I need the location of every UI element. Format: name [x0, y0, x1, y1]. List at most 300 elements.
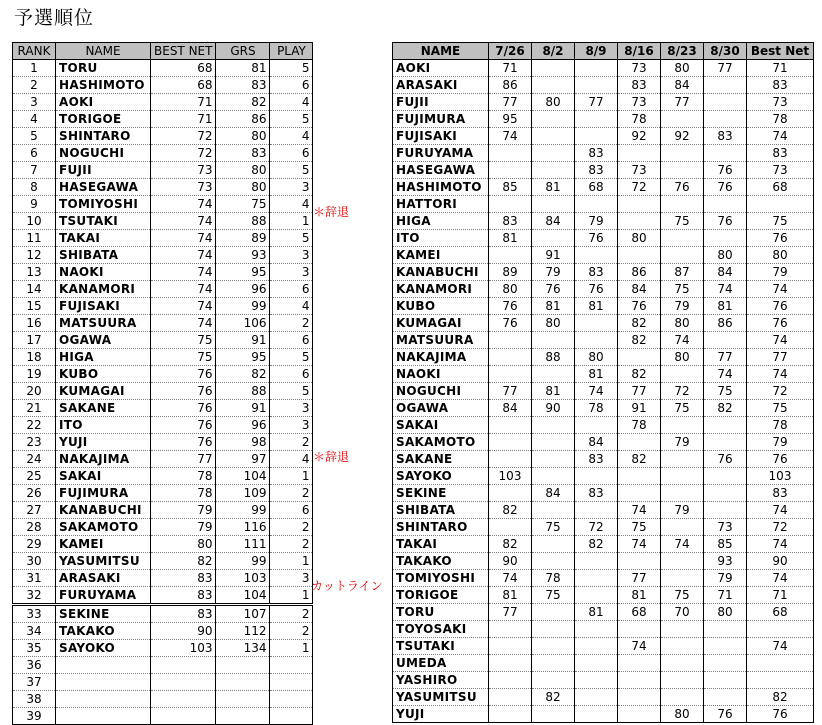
ranking-header-row [13, 43, 313, 60]
round-score-cell [489, 655, 532, 672]
scores-header-row [393, 43, 814, 60]
ranking-row [13, 485, 313, 502]
name-cell: TORU [56, 60, 151, 77]
score-row [393, 434, 814, 451]
round-score-cell: 76 [661, 179, 704, 196]
grs-cell [216, 691, 270, 708]
round-score-cell: 77 [661, 94, 704, 111]
round-score-cell: 79 [661, 434, 704, 451]
ranking-row [13, 366, 313, 383]
round-score-cell: 83 [575, 264, 618, 281]
round-score-cell: 76 [704, 451, 747, 468]
rank-cell: 13 [13, 264, 56, 281]
round-score-cell [661, 689, 704, 706]
best-net-cell: 72 [151, 145, 216, 162]
play-cell: 5 [270, 111, 313, 128]
grs-header: GRS [216, 43, 270, 60]
ranking-row [13, 60, 313, 77]
round-score-cell [575, 315, 618, 332]
rank-cell: 4 [13, 111, 56, 128]
round-score-cell [704, 502, 747, 519]
grs-cell: 96 [216, 417, 270, 434]
round-score-cell: 77 [704, 349, 747, 366]
play-cell: 2 [270, 605, 313, 623]
round-score-cell [532, 553, 575, 570]
grs-cell: 80 [216, 128, 270, 145]
score-row [393, 366, 814, 383]
ranking-row [13, 196, 313, 213]
score-row [393, 315, 814, 332]
play-cell: 5 [270, 230, 313, 247]
round-score-cell: 74 [704, 281, 747, 298]
rank-cell: 16 [13, 315, 56, 332]
ranking-row [13, 674, 313, 691]
round-score-cell [618, 434, 661, 451]
round-score-cell: 76 [575, 230, 618, 247]
name-cell: FUJII [56, 162, 151, 179]
rank-cell: 3 [13, 94, 56, 111]
ranking-row [13, 111, 313, 128]
grs-cell: 80 [216, 179, 270, 196]
player-name-cell: NAKAJIMA [393, 349, 489, 366]
round-score-cell: 84 [489, 400, 532, 417]
round-score-cell: 74 [661, 332, 704, 349]
grs-cell: 91 [216, 400, 270, 417]
ranking-row [13, 332, 313, 349]
best-net-cell: 76 [747, 706, 814, 723]
ranking-row [13, 587, 313, 605]
player-name-cell: FUJII [393, 94, 489, 111]
grs-cell: 93 [216, 247, 270, 264]
ranking-row [13, 77, 313, 94]
score-row [393, 349, 814, 366]
score-row [393, 128, 814, 145]
round-score-cell [575, 502, 618, 519]
play-cell: 6 [270, 502, 313, 519]
round-score-cell [661, 247, 704, 264]
round-score-cell: 76 [618, 298, 661, 315]
rank-cell: 38 [13, 691, 56, 708]
grs-cell: 104 [216, 468, 270, 485]
grs-cell: 134 [216, 640, 270, 657]
round-score-cell: 80 [661, 60, 704, 77]
grs-cell: 99 [216, 553, 270, 570]
name-cell: HASEGAWA [56, 179, 151, 196]
grs-cell: 112 [216, 623, 270, 640]
player-name-cell: NAOKI [393, 366, 489, 383]
round-score-cell [618, 655, 661, 672]
rank-cell: 18 [13, 349, 56, 366]
round-score-cell: 72 [661, 383, 704, 400]
player-name-cell: TAKAKO [393, 553, 489, 570]
name-cell: KAMEI [56, 536, 151, 553]
round-score-cell [704, 655, 747, 672]
round-score-cell [532, 638, 575, 655]
score-col-header: 8/16 [618, 43, 661, 60]
round-score-cell: 90 [489, 553, 532, 570]
player-name-cell: HIGA [393, 213, 489, 230]
player-name-cell: KUMAGAI [393, 315, 489, 332]
player-name-cell: TOYOSAKI [393, 621, 489, 638]
round-score-cell [489, 706, 532, 723]
play-cell: 3 [270, 179, 313, 196]
rank-header: RANK [13, 43, 56, 60]
player-name-cell: SHINTARO [393, 519, 489, 536]
round-score-cell: 82 [618, 315, 661, 332]
round-score-cell [704, 672, 747, 689]
best-net-cell: 76 [747, 298, 814, 315]
best-net-cell: 78 [747, 111, 814, 128]
score-row [393, 247, 814, 264]
round-score-cell [489, 247, 532, 264]
round-score-cell: 91 [618, 400, 661, 417]
page-title: 予選順位 [14, 7, 95, 29]
name-cell: YUJI [56, 434, 151, 451]
score-row [393, 587, 814, 604]
score-row [393, 179, 814, 196]
grs-cell: 104 [216, 587, 270, 605]
round-score-cell [661, 451, 704, 468]
ranking-row [13, 94, 313, 111]
grs-cell: 99 [216, 502, 270, 519]
grs-cell [216, 708, 270, 725]
player-name-cell: TORU [393, 604, 489, 621]
round-score-cell: 76 [704, 706, 747, 723]
withdrawn-note-tsutaki: ＊辞退 [313, 205, 350, 219]
ranking-row [13, 623, 313, 640]
play-header: PLAY [270, 43, 313, 60]
round-score-cell: 79 [661, 298, 704, 315]
play-cell: 6 [270, 332, 313, 349]
round-score-cell: 77 [489, 604, 532, 621]
rank-cell: 20 [13, 383, 56, 400]
round-score-cell: 90 [532, 400, 575, 417]
round-score-cell [532, 502, 575, 519]
ranking-row [13, 691, 313, 708]
best-net-cell: 74 [151, 230, 216, 247]
score-row [393, 570, 814, 587]
rank-cell: 1 [13, 60, 56, 77]
round-score-cell: 92 [661, 128, 704, 145]
round-score-cell [532, 77, 575, 94]
rank-cell: 23 [13, 434, 56, 451]
player-name-cell: FURUYAMA [393, 145, 489, 162]
round-score-cell [704, 485, 747, 502]
round-score-cell [489, 366, 532, 383]
ranking-row [13, 570, 313, 587]
best-net-cell: 76 [747, 451, 814, 468]
play-cell: 3 [270, 247, 313, 264]
rank-cell: 31 [13, 570, 56, 587]
round-score-cell [661, 162, 704, 179]
score-row [393, 689, 814, 706]
name-cell: HASHIMOTO [56, 77, 151, 94]
score-row [393, 400, 814, 417]
round-score-cell [532, 332, 575, 349]
round-score-cell [704, 111, 747, 128]
round-score-cell: 82 [618, 451, 661, 468]
round-score-cell [618, 213, 661, 230]
round-score-cell [618, 689, 661, 706]
round-score-cell: 80 [618, 230, 661, 247]
rank-cell: 27 [13, 502, 56, 519]
score-row [393, 502, 814, 519]
name-cell: YASUMITSU [56, 553, 151, 570]
name-cell: ITO [56, 417, 151, 434]
best-net-cell: 74 [151, 247, 216, 264]
player-name-cell: TAKAI [393, 536, 489, 553]
best-net-cell: 68 [151, 77, 216, 94]
name-cell: TAKAKO [56, 623, 151, 640]
round-score-cell: 82 [489, 536, 532, 553]
round-score-cell [618, 468, 661, 485]
best-net-cell: 82 [747, 689, 814, 706]
round-score-cell: 74 [618, 536, 661, 553]
round-score-cell [575, 332, 618, 349]
grs-cell [216, 674, 270, 691]
grs-cell: 111 [216, 536, 270, 553]
grs-cell: 106 [216, 315, 270, 332]
round-score-cell: 82 [575, 536, 618, 553]
grs-cell [216, 657, 270, 674]
round-score-cell [575, 111, 618, 128]
round-score-cell: 93 [704, 553, 747, 570]
round-score-cell: 76 [704, 162, 747, 179]
ranking-row [13, 708, 313, 725]
rank-cell: 37 [13, 674, 56, 691]
grs-cell: 88 [216, 213, 270, 230]
player-name-cell: FUJISAKI [393, 128, 489, 145]
round-score-cell: 82 [618, 366, 661, 383]
best-net-cell: 82 [151, 553, 216, 570]
rank-cell: 36 [13, 657, 56, 674]
best-net-cell: 76 [151, 434, 216, 451]
best-net-cell: 83 [151, 587, 216, 605]
best-net-cell: 72 [151, 128, 216, 145]
best-net-cell: 103 [151, 640, 216, 657]
round-score-cell: 80 [704, 604, 747, 621]
round-score-cell [489, 689, 532, 706]
round-score-cell: 71 [489, 60, 532, 77]
round-score-cell [532, 162, 575, 179]
best-net-cell: 78 [151, 485, 216, 502]
best-net-cell: 74 [747, 332, 814, 349]
round-score-cell [575, 128, 618, 145]
play-cell: 5 [270, 162, 313, 179]
rank-cell: 6 [13, 145, 56, 162]
player-name-cell: SEKINE [393, 485, 489, 502]
round-score-cell: 83 [489, 213, 532, 230]
round-score-cell: 95 [489, 111, 532, 128]
grs-cell: 98 [216, 434, 270, 451]
play-cell [270, 657, 313, 674]
round-score-cell [661, 655, 704, 672]
round-score-cell [575, 587, 618, 604]
round-score-cell [704, 196, 747, 213]
score-col-header: 8/2 [532, 43, 575, 60]
round-score-cell: 73 [618, 94, 661, 111]
round-score-cell [661, 485, 704, 502]
round-score-cell: 72 [618, 179, 661, 196]
round-score-cell: 78 [575, 400, 618, 417]
best-net-cell [151, 708, 216, 725]
rank-cell: 15 [13, 298, 56, 315]
player-name-cell: KANAMORI [393, 281, 489, 298]
ranking-row [13, 553, 313, 570]
best-net-cell: 71 [151, 94, 216, 111]
score-col-header: 7/26 [489, 43, 532, 60]
round-score-cell [489, 434, 532, 451]
round-score-cell [575, 638, 618, 655]
rank-cell: 30 [13, 553, 56, 570]
rank-cell: 8 [13, 179, 56, 196]
round-score-cell: 74 [575, 383, 618, 400]
best-net-cell: 80 [747, 247, 814, 264]
play-cell: 2 [270, 536, 313, 553]
score-col-header: 8/9 [575, 43, 618, 60]
play-cell: 2 [270, 623, 313, 640]
round-score-cell: 74 [661, 536, 704, 553]
round-score-cell [618, 145, 661, 162]
round-score-cell [661, 638, 704, 655]
round-score-cell [489, 196, 532, 213]
round-score-cell: 84 [704, 264, 747, 281]
round-score-cell: 82 [704, 400, 747, 417]
round-score-cell: 79 [704, 570, 747, 587]
grs-cell: 95 [216, 349, 270, 366]
ranking-row [13, 400, 313, 417]
round-score-cell: 85 [704, 536, 747, 553]
name-cell: MATSUURA [56, 315, 151, 332]
round-score-cell [532, 468, 575, 485]
score-row [393, 485, 814, 502]
round-score-cell: 83 [704, 128, 747, 145]
play-cell: 5 [270, 349, 313, 366]
round-score-cell: 81 [489, 230, 532, 247]
rank-cell: 5 [13, 128, 56, 145]
best-net-cell: 74 [747, 570, 814, 587]
player-name-cell: HATTORI [393, 196, 489, 213]
score-row [393, 298, 814, 315]
round-score-cell: 76 [704, 179, 747, 196]
name-cell: ARASAKI [56, 570, 151, 587]
score-row [393, 621, 814, 638]
score-col-header: 8/30 [704, 43, 747, 60]
best-net-cell: 79 [747, 264, 814, 281]
round-score-cell: 76 [489, 315, 532, 332]
score-row [393, 655, 814, 672]
round-score-cell [575, 196, 618, 213]
name-cell: SAYOKO [56, 640, 151, 657]
ranking-row [13, 230, 313, 247]
best-net-cell: 73 [151, 162, 216, 179]
ranking-row [13, 349, 313, 366]
player-name-cell: NOGUCHI [393, 383, 489, 400]
round-score-cell [575, 60, 618, 77]
grs-cell: 96 [216, 281, 270, 298]
ranking-row [13, 383, 313, 400]
round-score-cell [532, 417, 575, 434]
rank-cell: 26 [13, 485, 56, 502]
score-row [393, 111, 814, 128]
grs-cell: 75 [216, 196, 270, 213]
rank-cell: 32 [13, 587, 56, 605]
player-name-cell: FUJIMURA [393, 111, 489, 128]
best-net-cell [747, 196, 814, 213]
round-score-cell: 86 [618, 264, 661, 281]
grs-cell: 95 [216, 264, 270, 281]
best-net-cell: 76 [151, 417, 216, 434]
grs-cell: 82 [216, 366, 270, 383]
round-score-cell [661, 230, 704, 247]
round-score-cell: 77 [489, 383, 532, 400]
player-name-cell: OGAWA [393, 400, 489, 417]
play-cell: 6 [270, 366, 313, 383]
ranking-table [12, 42, 313, 725]
player-name-cell: SAKANE [393, 451, 489, 468]
best-net-cell [747, 621, 814, 638]
round-score-cell [704, 689, 747, 706]
best-net-header: BEST NET [151, 43, 216, 60]
round-score-cell: 78 [532, 570, 575, 587]
round-score-cell [489, 621, 532, 638]
ranking-row [13, 145, 313, 162]
round-score-cell [575, 621, 618, 638]
rank-cell: 14 [13, 281, 56, 298]
ranking-row [13, 264, 313, 281]
round-score-cell [532, 621, 575, 638]
best-net-cell: 71 [747, 587, 814, 604]
score-row [393, 604, 814, 621]
round-score-cell: 81 [575, 298, 618, 315]
round-score-cell [618, 349, 661, 366]
best-net-cell [151, 674, 216, 691]
best-net-cell: 74 [151, 298, 216, 315]
play-cell: 4 [270, 128, 313, 145]
round-score-cell [532, 451, 575, 468]
round-score-cell: 81 [575, 604, 618, 621]
grs-cell: 80 [216, 162, 270, 179]
ranking-row [13, 640, 313, 657]
ranking-row [13, 519, 313, 536]
name-cell: NAOKI [56, 264, 151, 281]
best-net-cell [151, 691, 216, 708]
round-score-cell [532, 366, 575, 383]
round-score-cell: 83 [575, 485, 618, 502]
player-name-cell: KAMEI [393, 247, 489, 264]
rank-cell: 28 [13, 519, 56, 536]
round-score-cell [704, 468, 747, 485]
name-cell: KUBO [56, 366, 151, 383]
round-score-cell: 78 [618, 417, 661, 434]
grs-cell: 86 [216, 111, 270, 128]
best-net-cell: 75 [151, 349, 216, 366]
grs-cell: 91 [216, 332, 270, 349]
round-score-cell: 77 [618, 383, 661, 400]
round-score-cell [704, 230, 747, 247]
play-cell [270, 691, 313, 708]
ranking-row [13, 434, 313, 451]
best-net-cell: 74 [151, 264, 216, 281]
round-score-cell: 75 [661, 587, 704, 604]
round-score-cell [532, 434, 575, 451]
round-score-cell: 76 [575, 281, 618, 298]
best-net-cell: 73 [151, 179, 216, 196]
player-name-cell: KUBO [393, 298, 489, 315]
rank-cell: 11 [13, 230, 56, 247]
round-score-cell: 80 [489, 281, 532, 298]
best-net-cell: 71 [151, 111, 216, 128]
